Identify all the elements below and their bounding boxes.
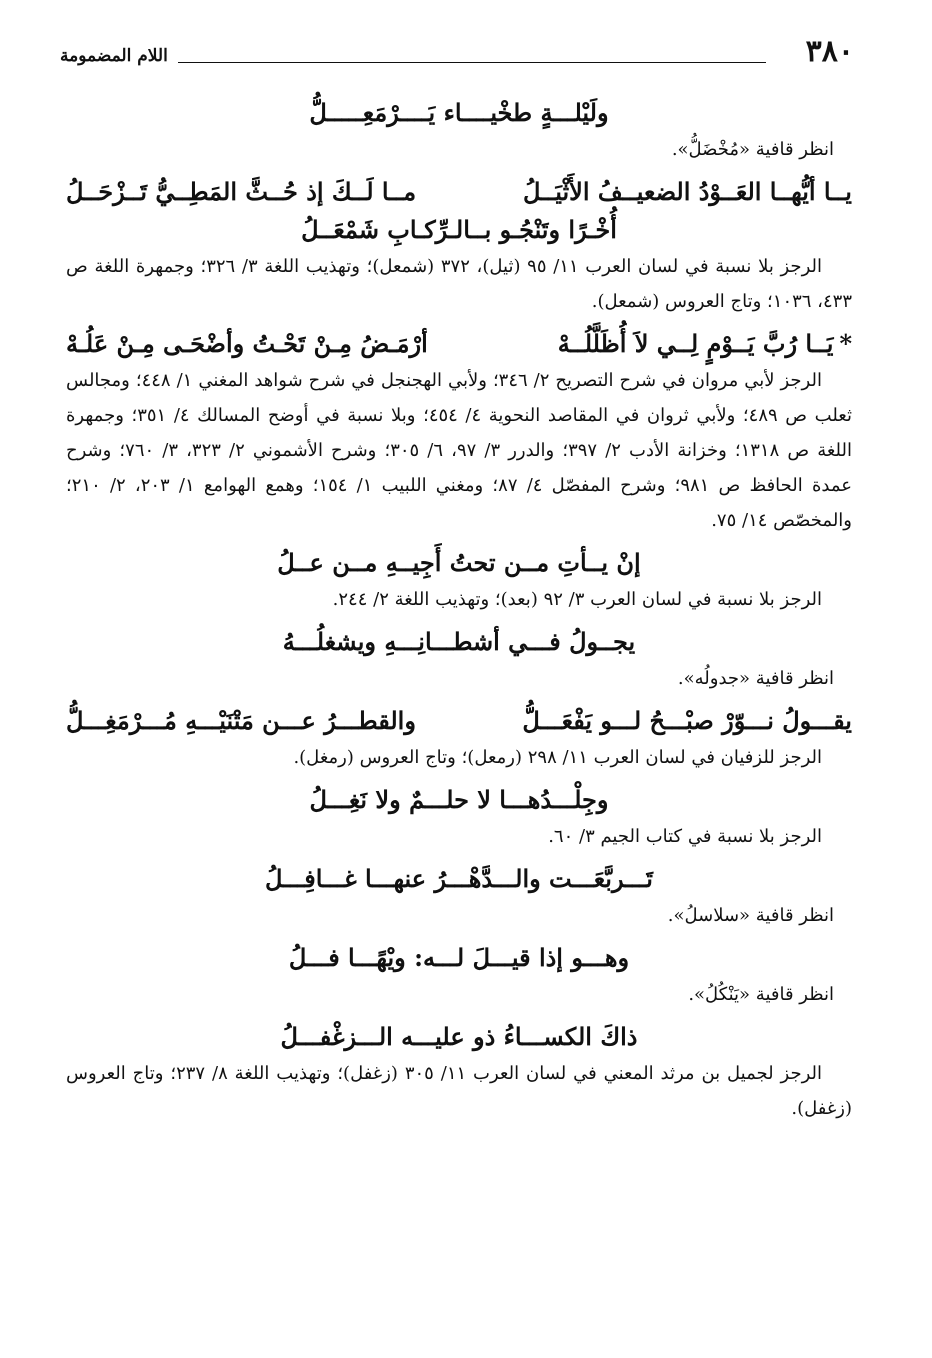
verse-pair bbox=[66, 702, 852, 740]
hemistich-second: والقطـــرُ عـــن مَتْنَيْـــهِ مُـــرْمَغِـــلُّ bbox=[66, 706, 416, 735]
entry-0 bbox=[66, 94, 852, 167]
entry-6 bbox=[66, 781, 852, 854]
verse-line: وجِلْـــدُهـــا لا حلـــمٌ ولا نَغِـــلُ bbox=[309, 785, 609, 814]
chapter-title: اللام المضمومة bbox=[60, 46, 168, 66]
citation-note: الرجز بلا نسبة في لسان العرب ١١/ ٩٥ (ثيل)، ٣٧٢ (شمعل)؛ وتهذيب اللغة ٣/ ٣٢٦؛ وجمهرة اللغة ص ٤٣٣، ١٠٣٦؛ وتاج العروس (شمعل). bbox=[66, 256, 852, 312]
hemistich-first bbox=[558, 325, 852, 363]
verse-line: يجــولُ فـــي أشطـــانِـــهِ ويشغلُـــهُ bbox=[282, 627, 636, 656]
asterisk-marker: * bbox=[839, 329, 852, 358]
hemistich-first-text: يَــا رُبَّ يَــوْمٍ لِــي لاَ أُظَلَّلُــهْ bbox=[557, 329, 834, 358]
citation-note: الرجز بلا نسبة في لسان العرب ٣/ ٩٢ (بعد)؛ وتهذيب اللغة ٢/ ٢٤٤. bbox=[332, 589, 822, 610]
page-number: ٣٨٠ bbox=[805, 34, 854, 69]
citation-note: انظر قافية «مُخْضَلُّ». bbox=[671, 139, 834, 160]
verse-line: وهـــو إذا قيـــلَ لـــه: ويْهًـــا فـــلُ bbox=[288, 943, 630, 972]
page-header bbox=[60, 34, 854, 74]
citation-note: الرجز لجميل بن مرثد المعني في لسان العرب ١١/ ٣٠٥ (زغفل)؛ وتهذيب اللغة ٨/ ٢٣٧؛ وتاج العروس (زغفل). bbox=[66, 1063, 852, 1119]
entry-5 bbox=[66, 702, 852, 775]
entry-4 bbox=[66, 623, 852, 696]
entry-1 bbox=[66, 173, 852, 319]
verse-line: ولَيْلـــةٍ طخْيــــاء يَــــرْمَعِـــــلُّ bbox=[309, 98, 609, 127]
citation-note: الرجز لأبي مروان في شرح التصريح ٢/ ٣٤٦؛ ولأبي الهجنجل في شرح شواهد المغني ١/ ٤٤٨؛ ومجالس ثعلب ص ٤٨٩؛ ولأبي ثروان في المقاصد النحوية ٤/ ٤٥٤؛ وبلا نسبة في أوضح المسالك ٤/ ٣٥١؛ وجمهرة اللغة ص ١٣١٨؛ وخزانة الأدب ٢/ ٣٩٧؛ والدرر ٣/ ٩٧، ٦/ ٣٠٥؛ وشرح الأشموني ٢/ ٣٢٣، ٣/ ٧٦٠؛ وشرح عمدة الحافظ ص ٩٨١؛ وشرح المفصّل ٤/ ٨٧؛ ومغني اللبيب ١/ ١٥٤؛ وهمع الهوامع ١/ ٢٠٣، ٢/ ٢١٠؛ والمخصّص ١٤/ ٧٥. bbox=[66, 370, 852, 531]
citation-note: انظر قافية «يَنْكُلُ». bbox=[688, 984, 834, 1005]
citation-note: انظر قافية «جدولُه». bbox=[677, 668, 834, 689]
verse-pair bbox=[66, 325, 852, 363]
hemistich-first: يــا أيُّهــا العَــوْدُ الضعيــفُ الأَثْيَــلُ bbox=[522, 177, 852, 206]
entry-2 bbox=[66, 325, 852, 538]
page-content bbox=[66, 88, 852, 1126]
header-rule bbox=[178, 62, 766, 63]
hemistich-second: مــا لَــكَ إذ حُــثَّ المَطِــيُّ تَــزْحَــلُ bbox=[66, 177, 417, 206]
hemistich-second: أرْمَـضُ مِـنْ تَحْـتُ وأضْحَـى مِـنْ عَلُـهْ bbox=[66, 329, 428, 358]
verse-line: إنْ يــأتِ مــن تحتُ أَجِيــهِ مــن عــلُ bbox=[277, 548, 641, 577]
entry-3 bbox=[66, 544, 852, 617]
verse-pair bbox=[66, 173, 852, 211]
entry-7 bbox=[66, 860, 852, 933]
citation-note: الرجز للزفيان في لسان العرب ١١/ ٢٩٨ (رمعل)؛ وتاج العروس (رمغل). bbox=[293, 747, 822, 768]
entry-8 bbox=[66, 939, 852, 1012]
verse-line: تَـــربَّعَـــت والـــدَّهْـــرُ عنهـــا غـــافِـــلُ bbox=[265, 864, 653, 893]
citation-note: الرجز بلا نسبة في كتاب الجيم ٣/ ٦٠. bbox=[548, 826, 822, 847]
entry-9 bbox=[66, 1018, 852, 1126]
verse-line: ذاكَ الكســـاءُ ذو عليـــه الـــزغْفـــلُ bbox=[280, 1022, 638, 1051]
hemistich-first: يقـــولُ نـــوّرْ صبْـــحُ لـــو يَفْعَـــلُّ bbox=[522, 706, 852, 735]
citation-note: انظر قافية «سلاسلُ». bbox=[667, 905, 834, 926]
verse-line: أُخْـرًا وتَنْجُـو بــالـرِّكـابِ شَمْعَــلُ bbox=[301, 215, 617, 244]
